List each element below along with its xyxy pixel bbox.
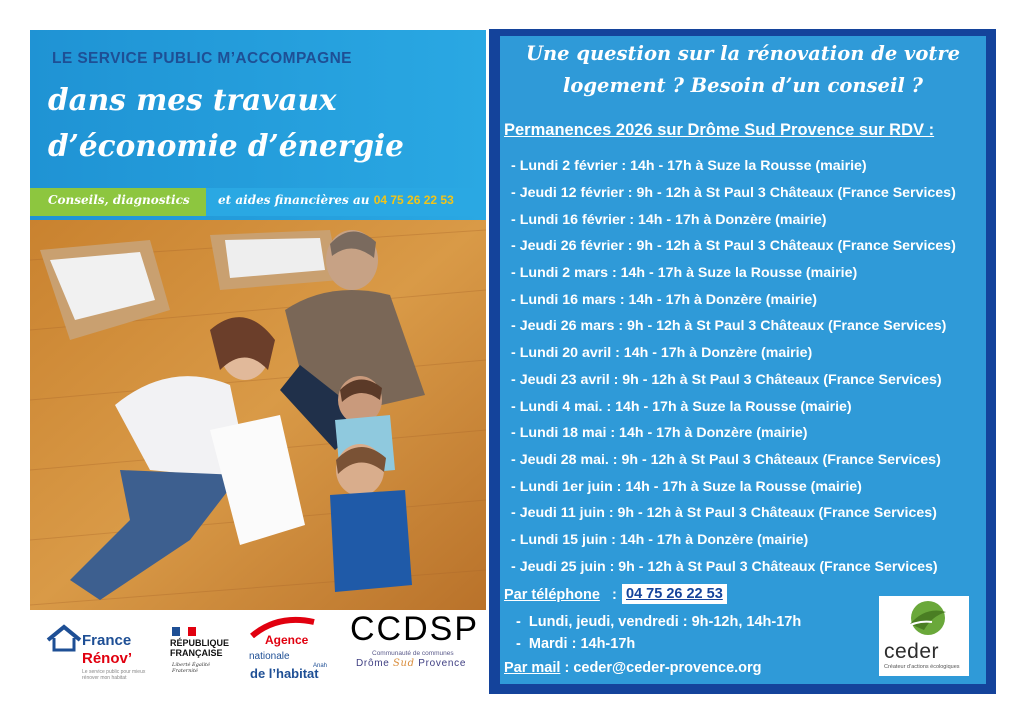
kicker-text: LE SERVICE PUBLIC M’ACCOMPAGNE (52, 50, 352, 67)
ccdsp-sub-2 (356, 658, 466, 669)
rf-line-1: RÉPUBLIQUE (170, 638, 230, 648)
schedule-item: - Jeudi 28 mai. : 9h - 12h à St Paul 3 Châteaux (France Services) (511, 451, 941, 468)
question-line-2: logement ? Besoin d’un conseil ? (563, 74, 923, 97)
schedule-list (511, 153, 956, 580)
question-line-1: Une question sur la rénovation de votre (525, 42, 961, 65)
mail-colon: : (564, 660, 574, 676)
mail-address-link[interactable]: ceder@ceder-provence.org (573, 660, 762, 676)
schedule-item: - Jeudi 26 février : 9h - 12h à St Paul 3 Châteaux (France Services) (511, 238, 956, 255)
strip-left-text: Conseils, diagnostics (48, 193, 190, 207)
republique-francaise (170, 638, 229, 658)
hours-list (516, 614, 801, 658)
strip-right-text (218, 193, 454, 207)
permanences-title: Permanences 2026 sur Drôme Sud Provence sur RDV : (504, 121, 935, 139)
france-renov-line-2: Rénov’ (82, 650, 133, 667)
schedule-item: - Lundi 1er juin : 14h - 17h à Suze la Rousse (mairie) (511, 478, 862, 495)
ccdsp-logo: CCDSP (350, 610, 480, 648)
hero-panel (30, 30, 486, 610)
schedule-item: - Lundi 2 février : 14h - 17h à Suze la Rousse (mairie) (511, 158, 867, 175)
schedule-item: - Jeudi 26 mars : 9h - 12h à St Paul 3 Châteaux (France Services) (511, 318, 947, 335)
hours-item: - Mardi : 14h-17h (516, 636, 636, 652)
family-photo (30, 220, 486, 610)
ccdsp-sub-1: Communauté de communes (372, 650, 454, 657)
phone-colon: : (612, 587, 617, 603)
schedule-item: - Jeudi 25 juin : 9h - 12h à St Paul 3 Châteaux (France Services) (511, 558, 938, 575)
headline-line-1: dans mes travaux (48, 82, 337, 117)
strip-phone: 04 75 26 22 53 (373, 193, 454, 207)
schedule-item: - Lundi 4 mai. : 14h - 17h à Suze la Rousse (mairie) (511, 398, 852, 415)
leaf-icon (898, 598, 950, 640)
schedule-item: - Jeudi 11 juin : 9h - 12h à St Paul 3 Châteaux (France Services) (511, 505, 937, 522)
france-renov-line-1: France (82, 632, 132, 649)
ceder-tagline: Créateur d’actions écologiques (884, 664, 960, 670)
schedule-item: - Jeudi 12 février : 9h - 12h à St Paul 3 Châteaux (France Services) (511, 185, 956, 202)
ccdsp-drome: Drôme (356, 658, 393, 669)
marianne-flag-icon (172, 627, 196, 636)
strip-right-prefix: et aides financières au (218, 193, 370, 207)
anah-line-1: Agence (265, 633, 309, 647)
anah-line-3: de l’habitat (250, 666, 319, 681)
house-icon (46, 624, 82, 652)
phone-number-link[interactable]: 04 75 26 22 53 (622, 584, 727, 604)
schedule-item: - Lundi 2 mars : 14h - 17h à Suze la Rousse (mairie) (511, 265, 858, 282)
anah-line-2: nationale (249, 651, 290, 662)
schedule-item: - Lundi 15 juin : 14h - 17h à Donzère (mairie) (511, 531, 809, 548)
mail-label: Par mail (504, 660, 561, 676)
mail-line (504, 660, 762, 676)
france-renov-tagline: Le service public pour mieux rénover mon habitat (82, 669, 146, 681)
ccdsp-provence: Provence (414, 658, 467, 669)
headline-line-2: d’économie d’énergie (48, 128, 404, 163)
schedule-item: - Lundi 20 avril : 14h - 17h à Donzère (mairie) (511, 345, 813, 362)
rf-motto: Liberté Égalité Fraternité (172, 662, 211, 674)
phone-label: Par téléphone (504, 587, 600, 603)
rf-line-2: FRANÇAISE (170, 648, 223, 658)
schedule-item: - Jeudi 23 avril : 9h - 12h à St Paul 3 Châteaux (France Services) (511, 371, 942, 388)
schedule-item: - Lundi 16 février : 14h - 17h à Donzère (mairie) (511, 211, 827, 228)
hours-item: - Lundi, jeudi, vendredi : 9h-12h, 14h-17h (516, 614, 802, 630)
ceder-wordmark: ceder (884, 640, 940, 663)
schedule-item: - Lundi 16 mars : 14h - 17h à Donzère (mairie) (511, 291, 817, 308)
anah-mini: Anah (313, 663, 328, 669)
schedule-item: - Lundi 18 mai : 14h - 17h à Donzère (mairie) (511, 425, 808, 442)
ccdsp-sud: Sud (392, 658, 415, 669)
